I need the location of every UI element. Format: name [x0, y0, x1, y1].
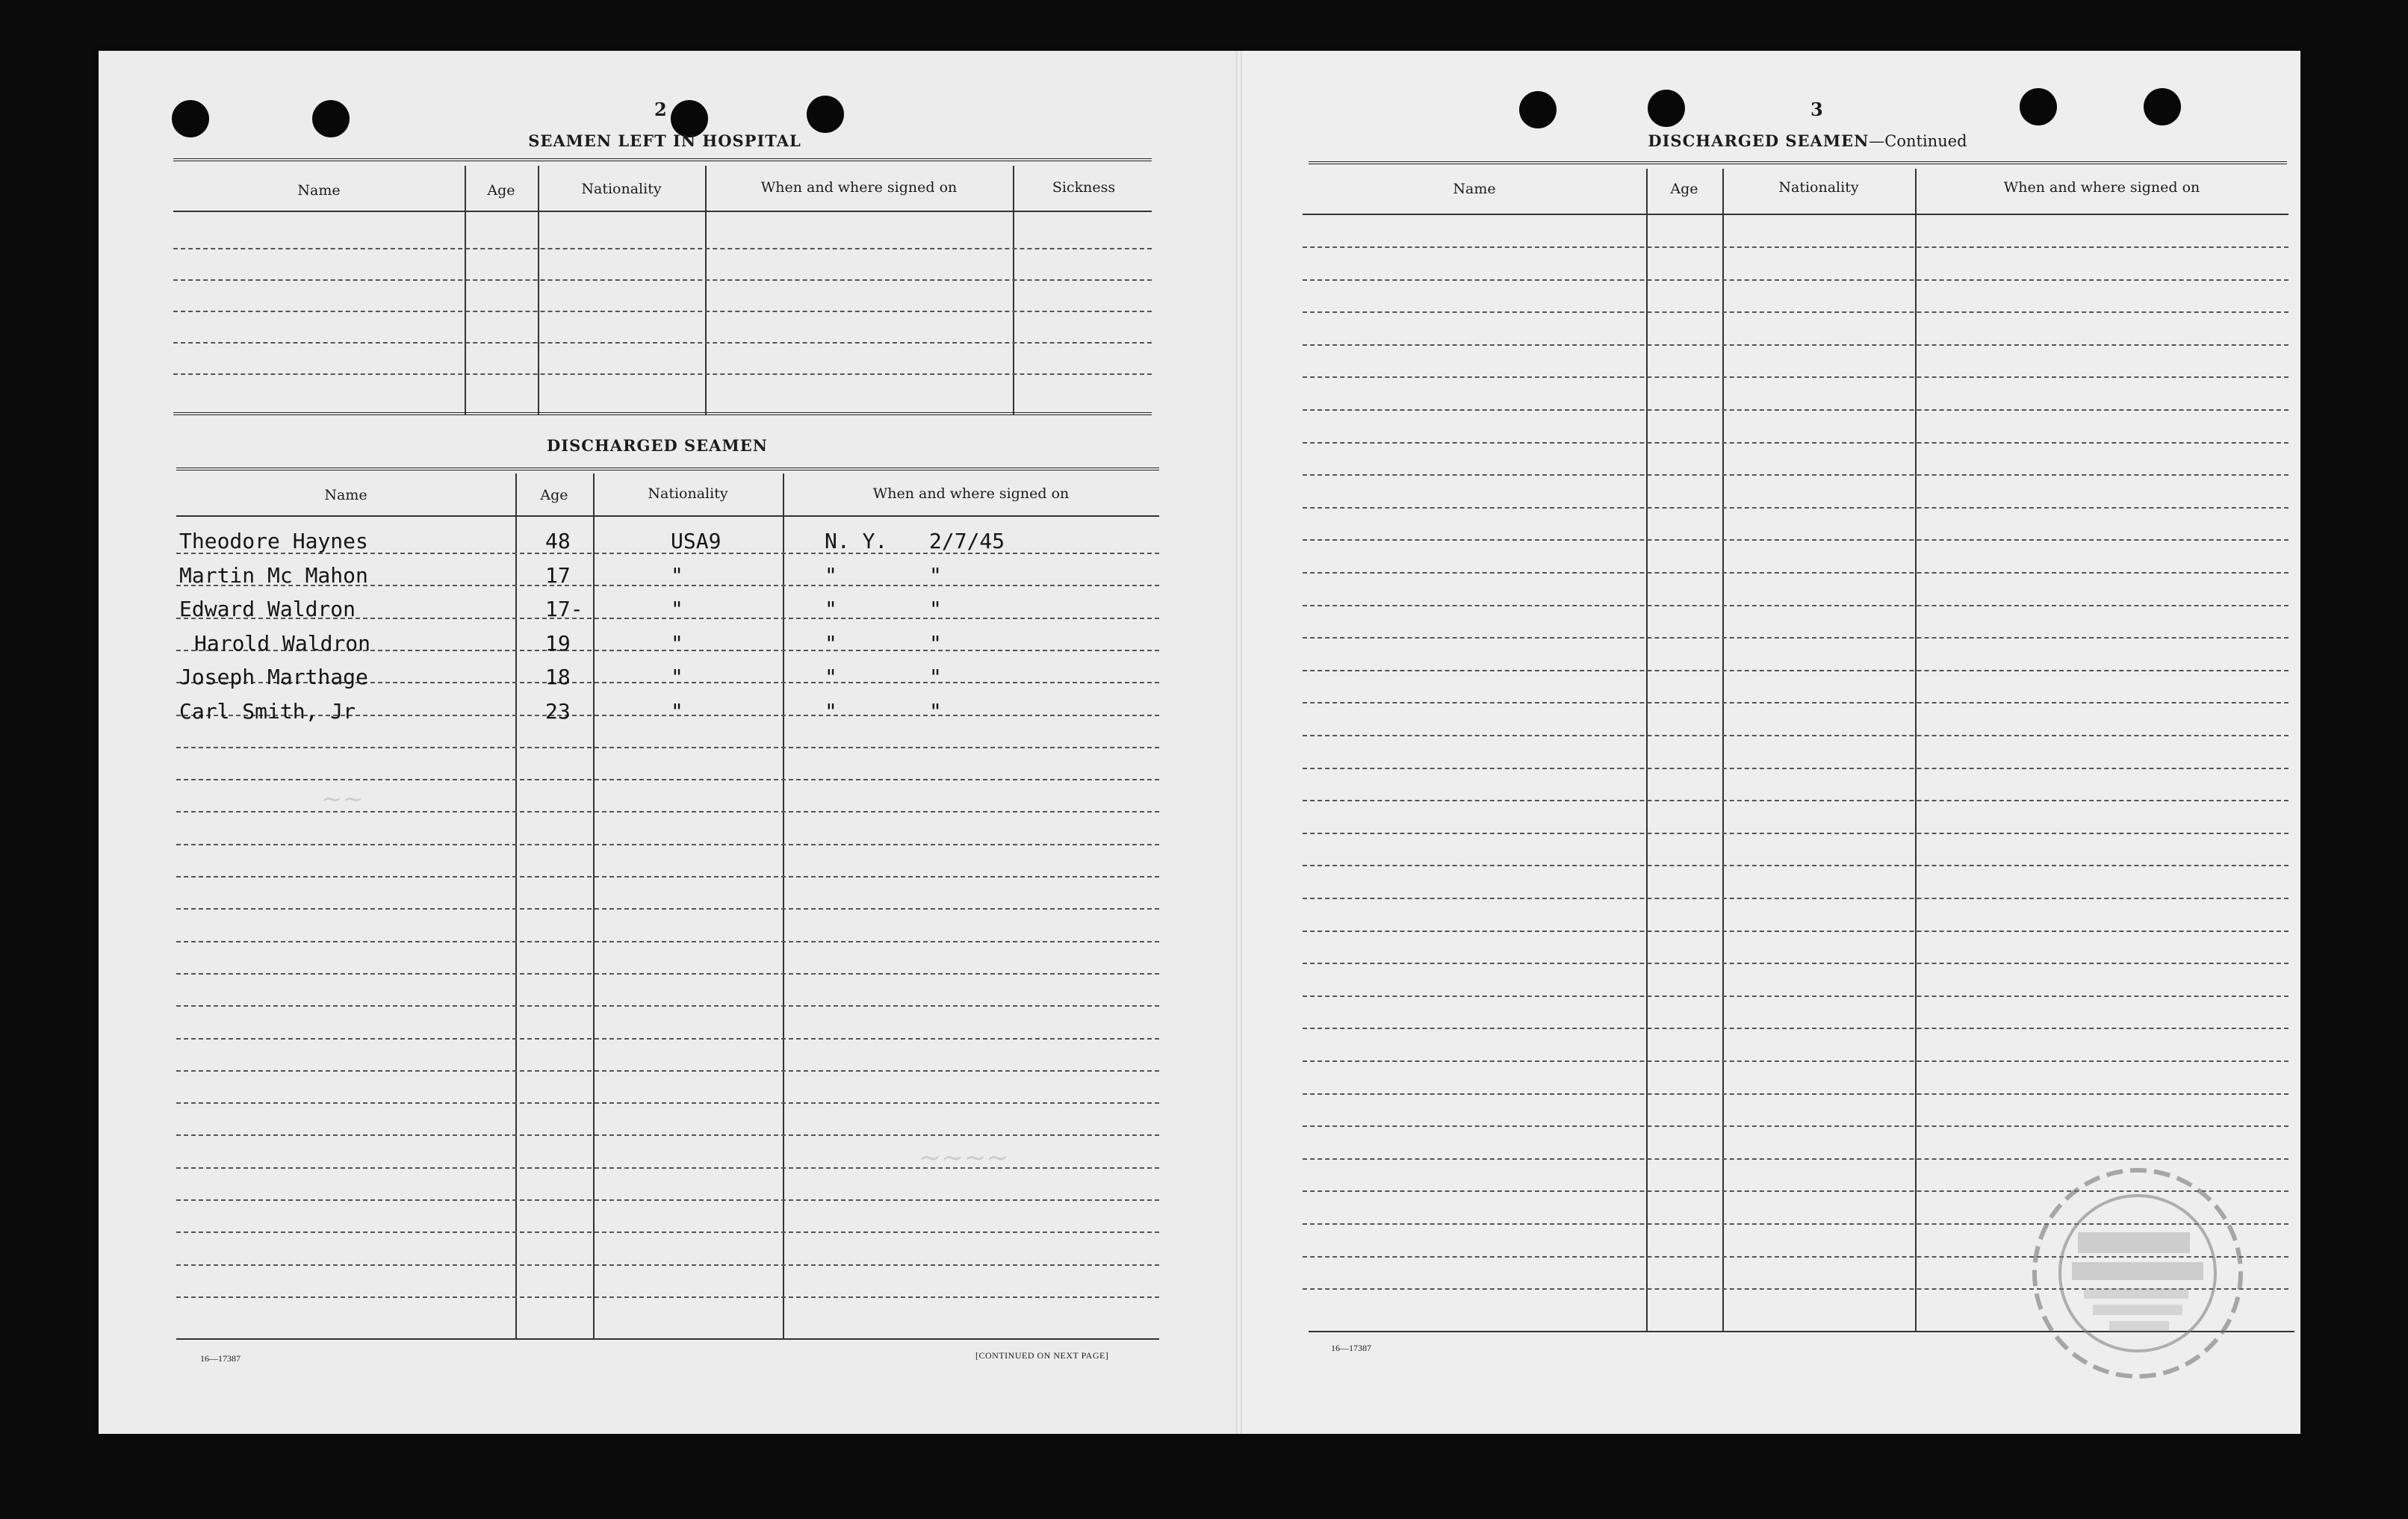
seaman-name: Edward Waldron: [179, 597, 356, 621]
signed-on-date: ": [929, 630, 942, 656]
seaman-nationality: ": [671, 698, 683, 724]
ruled-row-line: [176, 1199, 1159, 1201]
bleed-through-mark: ~~: [321, 784, 364, 814]
ruled-row-line: [176, 1070, 1159, 1072]
ruled-row-line: [176, 1102, 1159, 1104]
form-number: 16—17387: [1331, 1343, 1371, 1353]
ruled-row-line: [1303, 670, 2288, 671]
discharged-section-title: DISCHARGED SEAMEN: [547, 436, 768, 455]
ruled-row-line: [176, 1038, 1159, 1040]
ruled-row-line: [1303, 702, 2288, 703]
ruled-row-line: [1303, 311, 2288, 313]
ruled-row-line: [1303, 931, 2288, 932]
punch-hole: [807, 96, 844, 133]
page-number: 3: [1810, 99, 1823, 120]
punch-hole: [1519, 91, 1557, 128]
ruled-row-line: [1303, 246, 2288, 248]
signed-on-place: ": [825, 562, 837, 588]
seaman-age: 18: [545, 665, 571, 689]
ruled-row-line: [1303, 1028, 2288, 1029]
column-header-sickness: Sickness: [1052, 179, 1116, 196]
column-header-signed-on: When and where signed on: [872, 485, 1070, 502]
ruled-row-line: [176, 1167, 1159, 1169]
ruled-row-line: [1303, 376, 2288, 378]
ruled-row-line: [1303, 1125, 2288, 1127]
ruled-row-line: [1303, 474, 2288, 476]
punch-hole: [2020, 88, 2057, 125]
punch-hole: [2144, 88, 2181, 125]
ruled-row-line: [1303, 865, 2288, 866]
seaman-age: 17: [545, 562, 571, 588]
seaman-nationality: USA9: [671, 529, 722, 553]
ruled-row-line: [176, 941, 1159, 942]
column-header-age: Age: [1670, 181, 1698, 197]
ruled-row-line: [176, 1264, 1159, 1266]
column-header-name: Name: [1453, 181, 1496, 197]
ruled-row-line: [176, 747, 1159, 748]
column-header-nationality: Nationality: [1778, 179, 1859, 196]
signed-on-place: ": [825, 698, 837, 724]
ruled-row-line: [176, 1005, 1159, 1007]
seaman-nationality: ": [671, 562, 683, 588]
column-header-signed-on: When and where signed on: [760, 179, 958, 196]
column-header-age: Age: [540, 487, 568, 503]
ruled-row-line: [176, 844, 1159, 845]
column-header-nationality: Nationality: [648, 485, 728, 502]
seaman-nationality: ": [671, 597, 683, 621]
ruled-row-line: [1303, 409, 2288, 411]
column-header-signed-on: When and where signed on: [2003, 179, 2200, 196]
ruled-row-line: [1303, 507, 2288, 509]
ruled-row-line: [1303, 1093, 2288, 1095]
bleed-through-mark: ~~~~: [919, 1143, 1009, 1173]
seaman-name: Harold Waldron: [194, 630, 371, 656]
seaman-nationality: ": [671, 665, 683, 689]
title-suffix: —Continued: [1869, 132, 1967, 150]
ruled-row-line: [176, 779, 1159, 780]
column-header-name: Name: [297, 182, 341, 199]
ruled-row-line: [1303, 344, 2288, 346]
signed-on-place: ": [825, 665, 837, 689]
ruled-row-line: [176, 1231, 1159, 1233]
signed-on-place: ": [825, 630, 837, 656]
ruled-row-line: [1303, 963, 2288, 964]
ruled-row-line: [1303, 800, 2288, 801]
seaman-age: 19: [545, 630, 571, 656]
discharged-continued-title: [1598, 131, 2017, 150]
signed-on-date: 2/7/45: [929, 529, 1005, 553]
seaman-name: Martin Mc Mahon: [179, 562, 368, 588]
ruled-row-line: [176, 1134, 1159, 1136]
ruled-row-line: [1303, 735, 2288, 736]
column-header-name: Name: [324, 487, 367, 503]
ruled-row-line: [176, 811, 1159, 813]
ruled-row-line: [176, 973, 1159, 975]
left-page: [99, 51, 1240, 1434]
signed-on-date: ": [929, 597, 942, 621]
seaman-age: 48: [545, 529, 571, 553]
ruled-row-line: [176, 908, 1159, 910]
seaman-age: 23: [545, 698, 571, 724]
signed-on-date: ": [929, 698, 942, 724]
ruled-row-line: [1303, 995, 2288, 997]
signed-on-place: ": [825, 597, 837, 621]
page-number: 2: [654, 99, 667, 120]
punch-hole: [1648, 90, 1685, 127]
signed-on-date: ": [929, 562, 942, 588]
punch-hole: [172, 100, 209, 137]
ruled-row-line: [1303, 1158, 2288, 1160]
signed-on-place: N. Y.: [825, 529, 888, 553]
seaman-nationality: ": [671, 630, 683, 656]
ruled-row-line: [1303, 637, 2288, 639]
ruled-row-line: [1303, 279, 2288, 281]
seaman-name: Carl Smith, Jr: [179, 698, 356, 724]
column-header-age: Age: [487, 182, 515, 199]
ruled-row-line: [1303, 833, 2288, 834]
punch-hole: [312, 100, 350, 137]
seaman-name: Theodore Haynes: [179, 529, 368, 553]
ruled-row-line: [1303, 539, 2288, 541]
column-header-nationality: Nationality: [581, 181, 662, 197]
ruled-row-line: [1303, 768, 2288, 769]
hospital-section-title: SEAMEN LEFT IN HOSPITAL: [528, 131, 801, 150]
seaman-age: 17-: [545, 597, 583, 621]
seaman-name: Joseph Marthage: [179, 665, 368, 689]
stamp-graphic: [2026, 1161, 2250, 1385]
title-text: DISCHARGED SEAMEN: [1648, 131, 1869, 150]
immigration-date-stamp: [2026, 1161, 2250, 1385]
ruled-row-line: [1303, 1060, 2288, 1062]
center-fold: [1236, 51, 1242, 1434]
ruled-row-line: [176, 876, 1159, 877]
ruled-row-line: [1303, 572, 2288, 574]
ruled-row-line: [1303, 605, 2288, 606]
ruled-row-line: [176, 1296, 1159, 1298]
continued-note: [CONTINUED ON NEXT PAGE]: [975, 1350, 1109, 1361]
signed-on-date: ": [929, 665, 942, 689]
form-number: 16—17387: [200, 1353, 241, 1364]
ruled-row-line: [1303, 442, 2288, 444]
ruled-row-line: [1303, 898, 2288, 899]
